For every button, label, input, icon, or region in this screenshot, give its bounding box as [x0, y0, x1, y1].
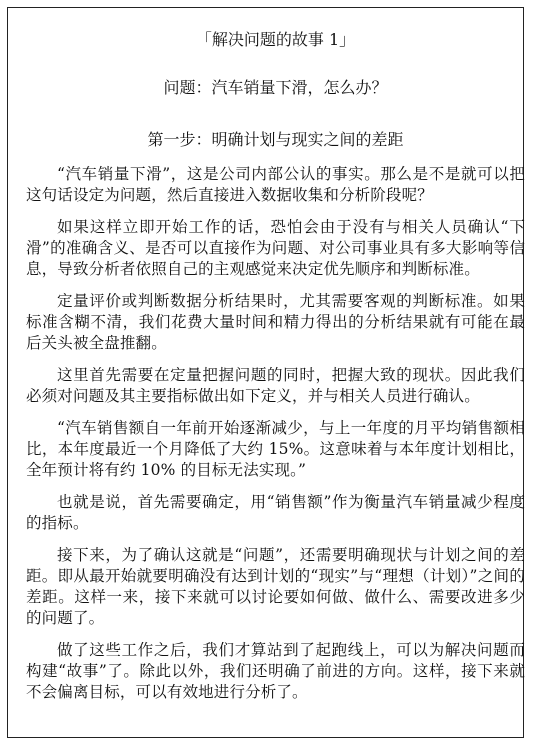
paragraph: “汽车销售额自一年前开始逐渐减少，与上一年度的月平均销售额相比，本年度最近一个月降低了大约 15%。这意味着与本年度计划相比，全年预计将有约 10% 的目标无法实现。” — [26, 419, 525, 479]
paragraph: 定量评价或判断数据分析结果时，尤其需要客观的判断标准。如果标准含糊不清，我们花费大量时间和精力得出的分析结果就有可能在最后关头被全盘推翻。 — [26, 292, 525, 352]
paragraph: 这里首先需要在定量把握问题的同时，把握大致的现状。因此我们必须对问题及其主要指标做出如下定义，并与相关人员进行确认。 — [26, 366, 525, 405]
series-title: 「解决问题的故事 1」 — [195, 30, 356, 49]
step-title: 第一步：明确计划与现实之间的差距 — [147, 130, 404, 149]
document-body — [26, 164, 525, 703]
paragraph: 接下来，为了确认这就是“问题”，还需要明确现状与计划之间的差距。即从最开始就要明确没有达到计划的“现实”与“理想（计划）”之间的差距。这样一来，接下来就可以讨论要如何做、做什么、需要改进多少的问题了。 — [26, 546, 525, 627]
paragraph: “汽车销量下滑”，这是公司内部公认的事实。那么是不是就可以把这句话设定为问题，然后直接进入数据收集和分析阶段呢？ — [26, 165, 525, 204]
paragraph: 如果这样立即开始工作的话，恐怕会由于没有与相关人员确认“下滑”的准确含义、是否可以直接作为问题、对公司事业具有多大影响等信息，导致分析者依照自己的主观感觉来决定优先顺序和判断标准。 — [26, 218, 525, 278]
paragraph: 也就是说，首先需要确定，用“销售额”作为衡量汽车销量减少程度的指标。 — [26, 493, 525, 532]
document-frame — [7, 7, 524, 738]
paragraph: 做了这些工作之后，我们才算站到了起跑线上，可以为解决问题而构建“故事”了。除此以外，我们还明确了前进的方向。这样，接下来就不会偏离目标，可以有效地进行分析了。 — [26, 641, 525, 701]
document-content — [26, 29, 525, 703]
question-title: 问题：汽车销量下滑，怎么办？ — [163, 78, 388, 97]
